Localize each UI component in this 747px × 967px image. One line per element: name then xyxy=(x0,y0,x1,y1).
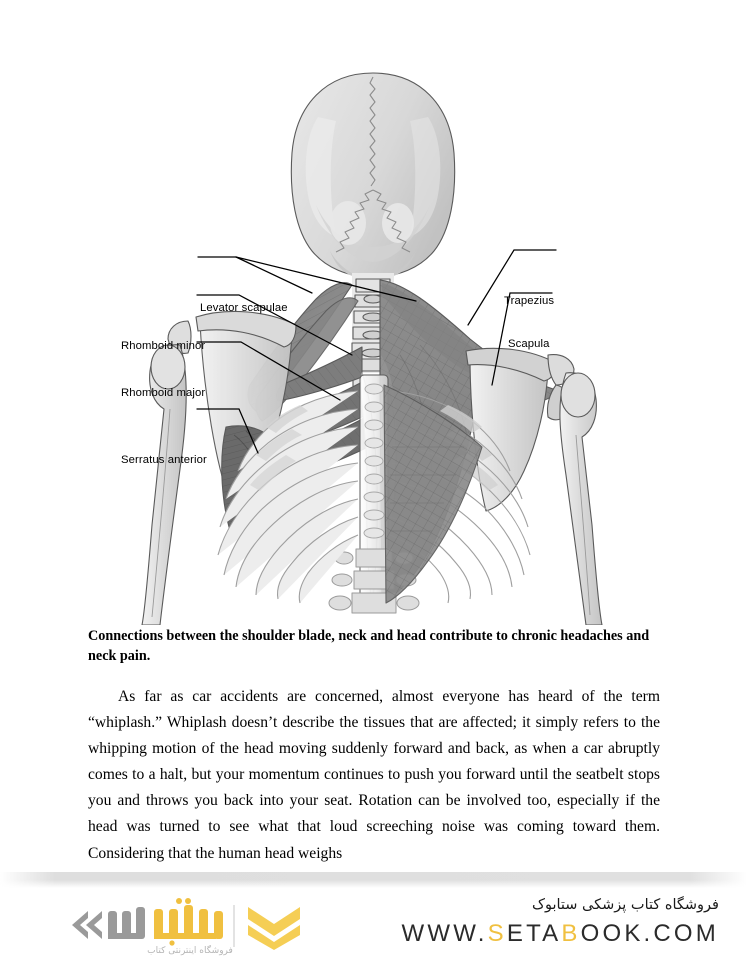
label-serratus-anterior: Serratus anterior xyxy=(121,454,207,466)
leader-trapezius xyxy=(468,250,556,325)
anatomy-illustration xyxy=(0,55,747,625)
body-paragraph xyxy=(88,684,660,867)
url-part-ookcom: OOK.COM xyxy=(580,920,719,947)
body-text: As far as car accidents are concerned, almost everyone has heard of the term “whiplash.” Whiplash doesn’t describe the tissues that are affected; it simply refers to the whipping motion of the head moving suddenly forward and back, as when a car abruptly comes to a halt, but your momentum continues to push you forward until the seatbelt stops you and throws you back into your seat. Rotation can be involved too, especially if the head was turned to see what that loud screeching noise was coming toward them. Considering that the human head weighs xyxy=(88,688,660,862)
right-humerus xyxy=(560,373,602,625)
site-url[interactable] xyxy=(402,920,719,948)
site-info xyxy=(402,894,719,948)
logo-subtitle: فروشگاه اینترنتی کتاب xyxy=(147,946,233,956)
url-part-eta: ETA xyxy=(506,920,562,947)
logo-word-gray xyxy=(108,907,145,939)
page-divider-shadow xyxy=(0,872,747,888)
url-part-b: B xyxy=(561,920,581,947)
setabook-logo-svg xyxy=(62,895,312,957)
logo-word-gold xyxy=(154,898,223,946)
setabook-logo[interactable] xyxy=(62,895,312,957)
label-rhomboid-minor: Rhomboid minor xyxy=(121,340,206,352)
url-part-s: S xyxy=(487,920,507,947)
leader-levator-a xyxy=(236,257,312,293)
label-levator-scapulae: Levator scapulae xyxy=(200,302,288,314)
site-watermark-footer xyxy=(0,888,747,967)
label-trapezius: Trapezius xyxy=(504,295,555,307)
label-scapula: Scapula xyxy=(508,338,550,350)
tagline-persian: فروشگاه کتاب پزشکی ستابوک xyxy=(531,897,719,913)
url-part-www: WWW. xyxy=(401,920,488,947)
skull xyxy=(291,73,454,279)
figure-caption: Connections between the shoulder blade, neck and head contribute to chronic headaches and neck pain. xyxy=(88,628,650,664)
anatomy-figure xyxy=(0,55,747,625)
logo-guillemet xyxy=(72,911,102,939)
label-rhomboid-major: Rhomboid major xyxy=(121,387,206,399)
chevron-mark-icon xyxy=(248,907,300,950)
